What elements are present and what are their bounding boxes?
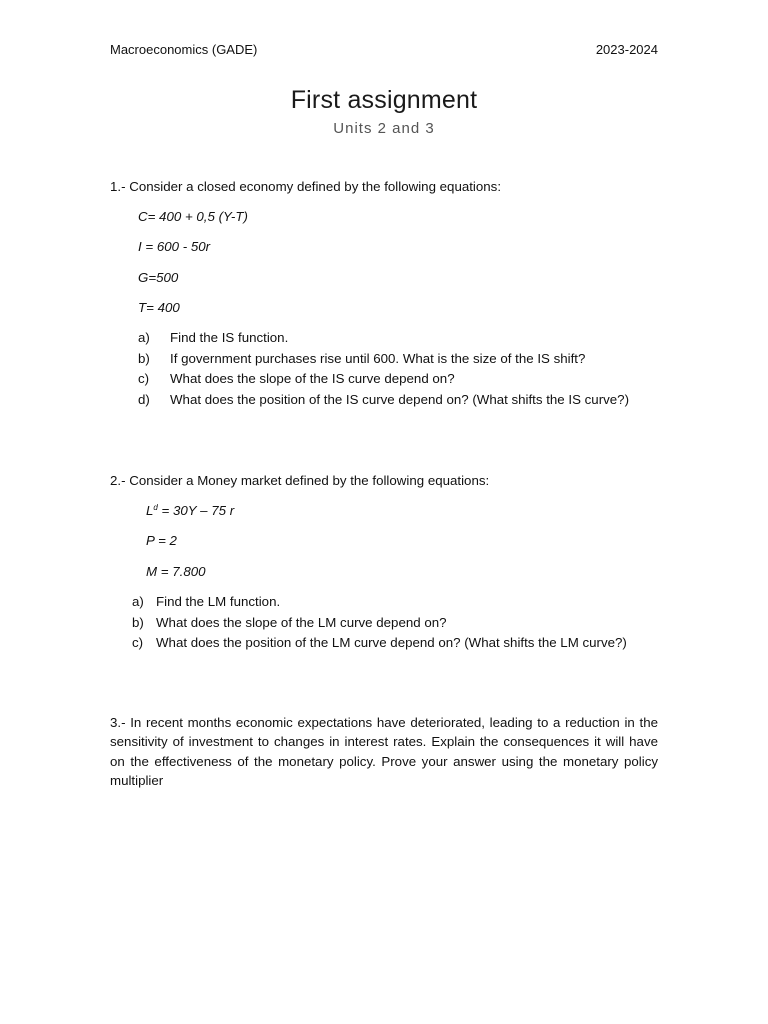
question-2-parts [132,594,672,656]
item-text: What does the position of the LM curve depend on? (What shifts the LM curve?) [156,635,627,651]
item-marker: c) [132,635,144,651]
equation-consumption: C= 400 + 0,5 (Y-T) [138,209,248,224]
money-demand-expression: = 30Y – 75 r [157,503,235,518]
course-name: Macroeconomics (GADE) [110,42,258,57]
item-marker: a) [138,330,150,345]
item-text: If government purchases rise until 600. What is the size of the IS shift? [170,350,586,366]
money-demand-superscript: d [153,503,158,512]
academic-year: 2023-2024 [595,42,658,57]
item-marker: b) [132,614,144,630]
equation-taxes: T= 400 [138,300,180,315]
item-marker: c) [138,371,150,387]
list-item [138,351,668,372]
item-text: What does the slope of the LM curve depend on? [156,614,447,630]
list-item [132,635,672,656]
item-marker: a) [132,594,144,609]
list-item [132,594,672,615]
equation-money-supply: M = 7.800 [146,564,206,579]
question-3-text: 3.- In recent months economic expectations have deteriorated, leading to a reduction in the sensitivity of investment to changes in interest rates. Explain the consequences it will have on the effectiveness of the monetary policy. Prove your answer using the monetary policy multiplier [110,715,658,788]
money-demand-symbol: L [146,503,154,518]
document-subtitle: Units 2 and 3 [333,120,435,137]
item-marker: b) [138,350,150,366]
list-item [138,330,668,351]
item-text: Find the IS function. [170,330,289,345]
item-text: What does the position of the IS curve depend on? (What shifts the IS curve?) [170,392,629,408]
equation-government: G=500 [138,270,179,285]
item-text: What does the slope of the IS curve depend on? [170,371,455,387]
question-2-intro: 2.- Consider a Money market defined by the following equations: [110,473,490,488]
list-item [132,615,672,636]
equation-money-demand [146,503,234,518]
question-1-parts [138,330,668,413]
page-header [110,42,658,57]
question-1-intro: 1.- Consider a closed economy defined by the following equations: [110,179,502,194]
document-title: First assignment [290,86,478,114]
equation-price-level: P = 2 [146,533,177,548]
item-marker: d) [138,392,150,408]
list-item [138,392,668,413]
equation-investment: I = 600 - 50r [138,239,211,254]
item-text: Find the LM function. [156,594,281,609]
list-item [138,371,668,392]
